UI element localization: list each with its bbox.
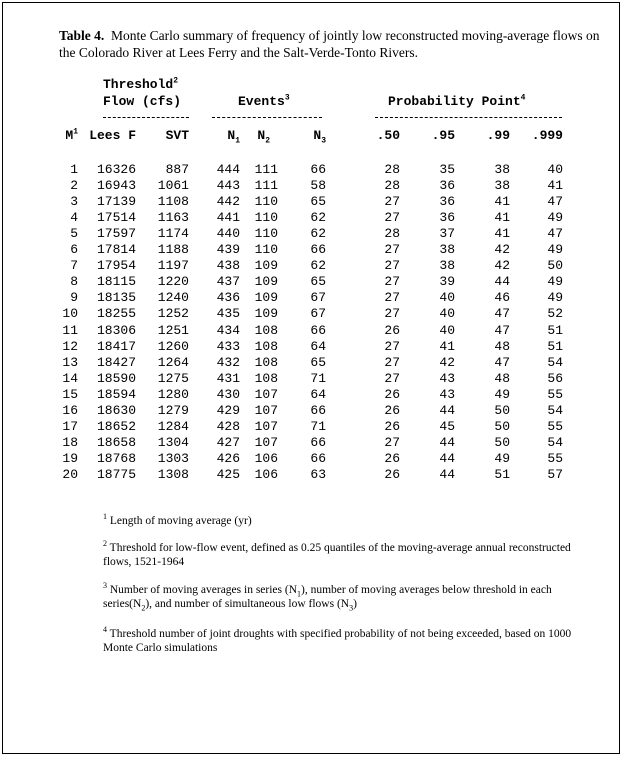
cell-lees-f: 18135 — [96, 290, 136, 306]
cell-lees-f: 18658 — [96, 434, 136, 450]
cell-svt: 1174 — [157, 226, 189, 242]
cell-lees-f: 18775 — [96, 466, 136, 482]
cell-svt: 1260 — [157, 338, 189, 354]
cell-n3: 71 — [310, 418, 326, 434]
cell-n2: 111 — [254, 162, 278, 177]
cell-lees-f: 18768 — [96, 450, 136, 466]
cell-p50: 26 — [384, 386, 400, 402]
cell-p95: 43 — [439, 370, 455, 386]
cell-m: 1 — [70, 162, 78, 177]
cell-n3: 66 — [310, 450, 326, 466]
cell-p50: 26 — [384, 402, 400, 418]
col-header-p99: .99 — [486, 128, 510, 143]
cell-n3: 64 — [310, 338, 326, 354]
cell-p99: 50 — [494, 434, 510, 450]
cell-m: 7 — [70, 258, 78, 274]
cell-p99: 49 — [494, 386, 510, 402]
cell-p999: 47 — [547, 226, 563, 242]
cell-m: 9 — [70, 290, 78, 306]
cell-p99: 47 — [494, 322, 510, 338]
cell-p50: 27 — [384, 434, 400, 450]
cell-svt: 1303 — [157, 450, 189, 466]
cell-p95: 44 — [439, 450, 455, 466]
table-caption-text: Monte Carlo summary of frequency of jointly low reconstructed moving-average flows on the Colorado River at Lees Ferry and the Salt-Verde-Tonto Rivers. — [59, 28, 600, 60]
cell-m: 2 — [70, 178, 78, 194]
cell-n3: 67 — [310, 306, 326, 322]
cell-svt: 1061 — [157, 178, 189, 194]
cell-n2: 106 — [254, 450, 278, 466]
cell-svt: 1197 — [157, 258, 189, 274]
cell-p95: 41 — [439, 338, 455, 354]
cell-m: 4 — [70, 210, 78, 226]
cell-p50: 27 — [384, 354, 400, 370]
cell-n1: 429 — [216, 402, 240, 418]
cell-p999: 56 — [547, 370, 563, 386]
cell-n2: 109 — [254, 274, 278, 290]
cell-p99: 47 — [494, 354, 510, 370]
cell-n3: 58 — [310, 178, 326, 194]
cell-p50: 27 — [384, 210, 400, 226]
cell-svt: 1284 — [157, 418, 189, 434]
cell-p50: 27 — [384, 290, 400, 306]
cell-p95: 38 — [439, 242, 455, 258]
cell-n3: 66 — [310, 242, 326, 258]
cell-n1: 439 — [216, 242, 240, 258]
cell-m: 16 — [62, 402, 78, 418]
cell-p99: 38 — [494, 162, 510, 177]
cell-p99: 41 — [494, 226, 510, 242]
cell-p50: 26 — [384, 450, 400, 466]
cell-lees-f: 18306 — [96, 322, 136, 338]
cell-n1: 427 — [216, 434, 240, 450]
cell-p50: 27 — [384, 194, 400, 210]
cell-p99: 42 — [494, 242, 510, 258]
footnote-3: $^3$ Number of moving averages in series $(N_1)$, number of moving averages below threshold in each $series(N_2)$, and number of simultaneous low flows $(N_3)$ — [103, 581, 552, 613]
cell-n2: 110 — [254, 242, 278, 258]
cell-n3: 65 — [310, 194, 326, 210]
cell-p95: 44 — [439, 466, 455, 482]
header-threshold-line2: Flow (cfs) — [103, 94, 182, 109]
cell-svt: 1251 — [157, 322, 189, 338]
cell-n2: 108 — [254, 354, 278, 370]
cell-n2: 109 — [254, 290, 278, 306]
cell-n3: 63 — [310, 466, 326, 482]
cell-p50: 27 — [384, 258, 400, 274]
cell-n1: 430 — [216, 386, 240, 402]
cell-svt: 1220 — [157, 274, 189, 290]
cell-m: 12 — [62, 338, 78, 354]
cell-n1: 436 — [216, 290, 240, 306]
cell-p95: 42 — [439, 354, 455, 370]
cell-p999: 55 — [547, 418, 563, 434]
cell-p999: 49 — [547, 210, 563, 226]
cell-p50: 26 — [384, 466, 400, 482]
cell-n1: 428 — [216, 418, 240, 434]
cell-p50: 27 — [384, 242, 400, 258]
cell-p99: 49 — [494, 450, 510, 466]
cell-n2: 107 — [254, 418, 278, 434]
table-label: Table 4. — [59, 28, 105, 43]
cell-p50: 27 — [384, 306, 400, 322]
cell-n1: 432 — [216, 354, 240, 370]
cell-p95: 44 — [439, 434, 455, 450]
cell-n2: 108 — [254, 370, 278, 386]
cell-svt: 1275 — [157, 370, 189, 386]
cell-svt: 1188 — [157, 242, 189, 258]
rule-probability — [375, 117, 562, 118]
cell-svt: 1240 — [157, 290, 189, 306]
cell-lees-f: 17514 — [96, 210, 136, 226]
header-threshold-line1: Threshold$^2$ — [103, 76, 179, 92]
header-events: Events$^3$ — [238, 93, 290, 109]
cell-p95: 36 — [439, 194, 455, 210]
cell-p50: 26 — [384, 322, 400, 338]
col-header-n1: $N_1$ — [227, 128, 240, 146]
cell-svt: 1304 — [157, 434, 189, 450]
cell-svt: 1279 — [157, 402, 189, 418]
cell-p95: 36 — [439, 178, 455, 194]
col-header-p95: .95 — [431, 128, 455, 143]
cell-lees-f: 18590 — [96, 370, 136, 386]
cell-n2: 109 — [254, 306, 278, 322]
col-header-svt: SVT — [165, 128, 189, 143]
cell-p95: 40 — [439, 322, 455, 338]
cell-p99: 46 — [494, 290, 510, 306]
cell-p50: 28 — [384, 162, 400, 177]
cell-m: 14 — [62, 370, 78, 386]
cell-p50: 28 — [384, 178, 400, 194]
cell-p999: 47 — [547, 194, 563, 210]
cell-n2: 106 — [254, 466, 278, 482]
cell-n3: 65 — [310, 274, 326, 290]
rule-threshold — [103, 117, 189, 118]
cell-n1: 426 — [216, 450, 240, 466]
cell-p99: 50 — [494, 418, 510, 434]
cell-n3: 62 — [310, 258, 326, 274]
col-header-p999: .999 — [531, 128, 563, 143]
cell-lees-f: 18255 — [96, 306, 136, 322]
cell-lees-f: 18652 — [96, 418, 136, 434]
cell-p999: 40 — [547, 162, 563, 177]
cell-p99: 41 — [494, 210, 510, 226]
cell-p95: 37 — [439, 226, 455, 242]
cell-svt: 1264 — [157, 354, 189, 370]
cell-svt: 887 — [165, 162, 189, 177]
cell-svt: 1163 — [157, 210, 189, 226]
cell-p99: 42 — [494, 258, 510, 274]
cell-lees-f: 17139 — [96, 194, 136, 210]
cell-p999: 54 — [547, 402, 563, 418]
cell-m: 6 — [70, 242, 78, 258]
cell-n2: 109 — [254, 258, 278, 274]
cell-p999: 49 — [547, 274, 563, 290]
cell-n1: 431 — [216, 370, 240, 386]
col-header-p50: .50 — [376, 128, 400, 143]
cell-p999: 55 — [547, 386, 563, 402]
cell-m: 5 — [70, 226, 78, 242]
cell-n1: 438 — [216, 258, 240, 274]
cell-p95: 45 — [439, 418, 455, 434]
cell-svt: 1108 — [157, 194, 189, 210]
cell-n2: 110 — [254, 194, 278, 210]
cell-svt: 1280 — [157, 386, 189, 402]
cell-p999: 49 — [547, 242, 563, 258]
cell-p999: 54 — [547, 354, 563, 370]
cell-n2: 108 — [254, 338, 278, 354]
col-header-n2: $N_2$ — [257, 128, 270, 146]
cell-lees-f: 17814 — [96, 242, 136, 258]
cell-p50: 27 — [384, 338, 400, 354]
cell-n3: 66 — [310, 434, 326, 450]
cell-n2: 110 — [254, 226, 278, 242]
cell-lees-f: 18594 — [96, 386, 136, 402]
col-header-m: $M^1$ — [65, 127, 78, 143]
cell-m: 13 — [62, 354, 78, 370]
cell-p95: 38 — [439, 258, 455, 274]
cell-p95: 44 — [439, 402, 455, 418]
cell-n1: 433 — [216, 338, 240, 354]
footnote-1: $^1$ Length of moving average (yr) — [103, 512, 252, 527]
cell-n2: 107 — [254, 386, 278, 402]
cell-p95: 35 — [439, 162, 455, 177]
cell-p999: 55 — [547, 450, 563, 466]
cell-p99: 48 — [494, 370, 510, 386]
cell-lees-f: 17597 — [96, 226, 136, 242]
cell-n1: 441 — [216, 210, 240, 226]
cell-n1: 434 — [216, 322, 240, 338]
cell-p95: 39 — [439, 274, 455, 290]
cell-svt: 1308 — [157, 466, 189, 482]
cell-n3: 64 — [310, 386, 326, 402]
cell-n2: 110 — [254, 210, 278, 226]
cell-p50: 28 — [384, 226, 400, 242]
cell-p999: 52 — [547, 306, 563, 322]
rule-events — [212, 117, 322, 118]
cell-n1: 444 — [216, 162, 240, 177]
cell-n3: 71 — [310, 370, 326, 386]
cell-p999: 51 — [547, 338, 563, 354]
cell-svt: 1252 — [157, 306, 189, 322]
cell-m: 3 — [70, 194, 78, 210]
cell-n1: 443 — [216, 178, 240, 194]
cell-n3: 66 — [310, 162, 326, 177]
footnote-2: $^2$ Threshold for low-flow event, defined as 0.25 quantiles of the moving-average annual reconstructed flows, 1521-1964 — [103, 539, 571, 568]
cell-p99: 51 — [494, 466, 510, 482]
cell-p95: 36 — [439, 210, 455, 226]
cell-m: 18 — [62, 434, 78, 450]
cell-n2: 107 — [254, 434, 278, 450]
cell-n3: 65 — [310, 354, 326, 370]
cell-lees-f: 17954 — [96, 258, 136, 274]
cell-n3: 66 — [310, 402, 326, 418]
cell-m: 20 — [62, 466, 78, 482]
cell-lees-f: 16943 — [96, 178, 136, 194]
cell-m: 15 — [62, 386, 78, 402]
cell-n3: 62 — [310, 226, 326, 242]
cell-m: 11 — [62, 322, 78, 338]
cell-p999: 41 — [547, 178, 563, 194]
table-caption — [59, 27, 611, 61]
cell-m: 17 — [62, 418, 78, 434]
cell-p99: 47 — [494, 306, 510, 322]
cell-m: 8 — [70, 274, 78, 290]
cell-p999: 57 — [547, 466, 563, 482]
cell-p999: 50 — [547, 258, 563, 274]
cell-p99: 50 — [494, 402, 510, 418]
cell-n1: 440 — [216, 226, 240, 242]
col-header-n3: $N_3$ — [313, 128, 326, 146]
cell-lees-f: 18630 — [96, 402, 136, 418]
cell-n1: 435 — [216, 306, 240, 322]
cell-p95: 40 — [439, 290, 455, 306]
cell-p99: 41 — [494, 194, 510, 210]
cell-lees-f: 16326 — [96, 162, 136, 177]
cell-n3: 67 — [310, 290, 326, 306]
cell-n3: 62 — [310, 210, 326, 226]
cell-n3: 66 — [310, 322, 326, 338]
cell-m: 10 — [62, 306, 78, 322]
cell-p95: 43 — [439, 386, 455, 402]
footnote-4: $^4$ Threshold number of joint droughts with specified probability of not being exceeded, based on 1000 Monte Carlo simulations — [103, 625, 572, 654]
cell-n2: 111 — [254, 178, 278, 194]
cell-n1: 442 — [216, 194, 240, 210]
cell-p50: 27 — [384, 274, 400, 290]
cell-p99: 44 — [494, 274, 510, 290]
cell-p95: 40 — [439, 306, 455, 322]
cell-n2: 108 — [254, 322, 278, 338]
cell-p999: 54 — [547, 434, 563, 450]
col-header-lees-f: Lees F — [89, 128, 136, 143]
cell-p99: 38 — [494, 178, 510, 194]
cell-p99: 48 — [494, 338, 510, 354]
cell-p50: 27 — [384, 370, 400, 386]
cell-lees-f: 18427 — [96, 354, 136, 370]
cell-p999: 51 — [547, 322, 563, 338]
cell-n1: 425 — [216, 466, 240, 482]
cell-p999: 49 — [547, 290, 563, 306]
header-probability: Probability Point$^4$ — [388, 93, 526, 109]
cell-n2: 107 — [254, 402, 278, 418]
cell-lees-f: 18417 — [96, 338, 136, 354]
cell-lees-f: 18115 — [96, 274, 136, 290]
cell-n1: 437 — [216, 274, 240, 290]
cell-m: 19 — [62, 450, 78, 466]
cell-p50: 26 — [384, 418, 400, 434]
